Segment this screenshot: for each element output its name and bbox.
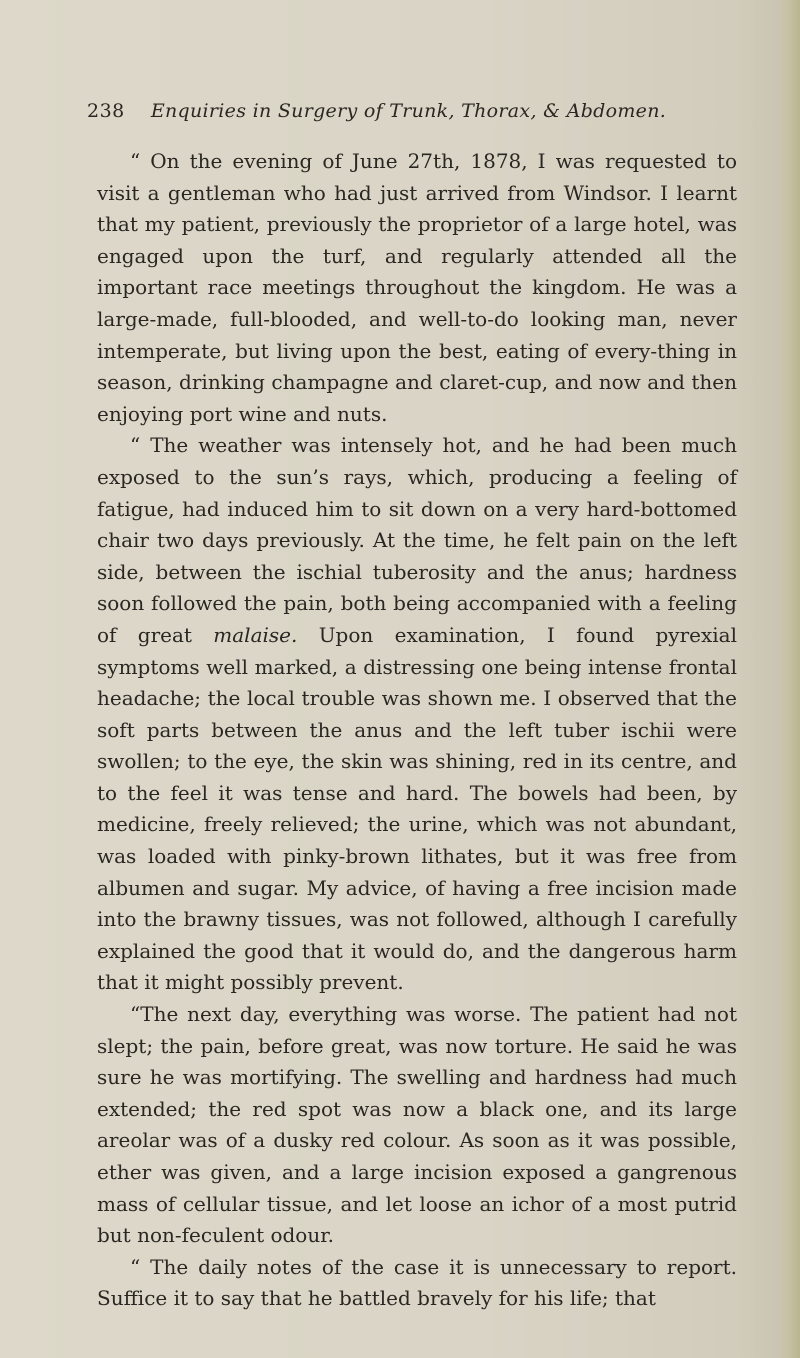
paragraph-1-text: “ On the evening of June 27th, 1878, I was requested to visit a gentleman who had just arrived from Windsor. I learnt that my patient, previously the proprietor of a large hotel, was engaged upon the turf, and regularly attended all the important race meetings throughout the kingdom. He was a large-made, full-blooded, and well-to-do looking man, never intemperate, but living upon the best, eating of every-thing in season, drinking champagne and claret-cup, and now and then enjoying port wine and nuts. <box>97 149 737 426</box>
body-text <box>97 146 737 1315</box>
paragraph-3 <box>97 999 737 1252</box>
paragraph-2-text: “ The weather was intensely hot, and he had been much exposed to the sun’s rays, which, producing a feeling of fatigue, had induced him to sit down on a very hard-bottomed chair two days previously. At the time, he felt pain on the left side, between the ischial tuberosity and the anus; hardness soon followed the pain, both being accompanied with a feeling of great <box>97 433 737 647</box>
page-header <box>87 100 727 122</box>
paragraph-3-text: “The next day, everything was worse. The patient had not slept; the pain, before great, was now torture. He said he was sure he was mortifying. The swelling and hardness had much extended; the red spot was now a black one, and its large areolar was of a dusky red colour. As soon as it was possible, ether was given, and a large incision exposed a gangrenous mass of cellular tissue, and let loose an ichor of a most putrid but non-feculent odour. <box>97 1002 737 1248</box>
paragraph-2-text-cont: Upon examination, I found pyrexial symptoms well marked, a distressing one being intense frontal headache; the local trouble was shown me. I observed that the soft parts between the anus and the left tuber ischii were swollen; to the eye, the skin was shining, red in its centre, and to the feel it was tense and hard. The bowels had been, by medicine, freely relieved; the urine, which was not abundant, was loaded with pinky-brown lithates, but it was free from albumen and sugar. My advice, of having a free incision made into the brawny tissues, was not followed, although I carefully explained the good that it would do, and the dangerous harm that it might possibly prevent. <box>97 622 737 995</box>
italic-term: malaise. <box>213 622 298 647</box>
paragraph-1 <box>97 146 737 430</box>
paragraph-4 <box>97 1252 737 1315</box>
running-title: Enquiries in Surgery of Trunk, Thorax, & Abdomen. <box>150 100 667 122</box>
page-edge <box>778 0 800 1358</box>
paragraph-4-text: “ The daily notes of the case it is unnecessary to report. Suffice it to say that he battled bravely for his life; that <box>97 1254 737 1311</box>
paragraph-2 <box>97 430 737 999</box>
page-number: 238 <box>87 100 125 122</box>
